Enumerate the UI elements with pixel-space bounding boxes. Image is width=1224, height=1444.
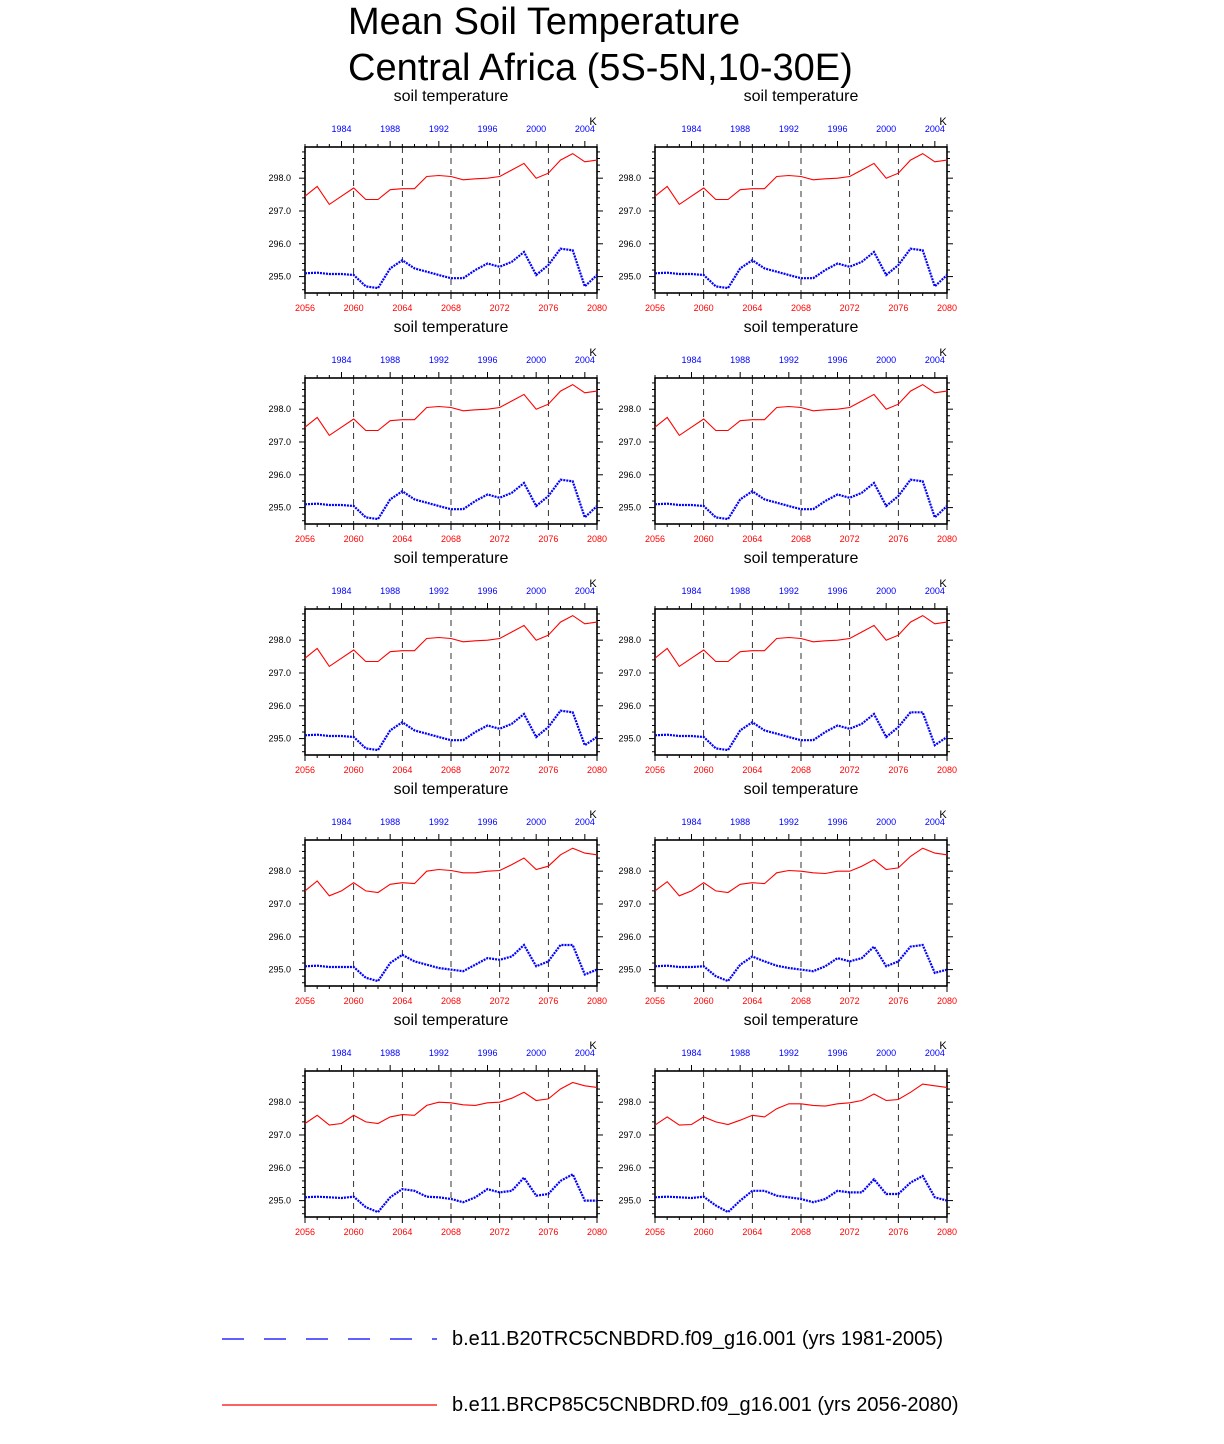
y-tick-label: 298.0 [618, 866, 641, 877]
x-bottom-tick-label: 2068 [440, 303, 462, 313]
y-tick-label: 295.0 [268, 502, 291, 513]
x-top-tick-label: 1996 [827, 817, 848, 827]
y-tick-label: 295.0 [268, 964, 291, 975]
x-bottom-tick-label: 2072 [489, 1227, 510, 1237]
panel-title: soil temperature [393, 319, 509, 336]
figure-title-line2: Central Africa (5S-5N,10-30E) [348, 47, 853, 89]
x-bottom-tick-label: 2080 [936, 1227, 958, 1237]
y-tick-label: 295.0 [618, 1195, 641, 1206]
x-bottom-tick-label: 2068 [440, 765, 462, 775]
x-top-tick-label: 1996 [477, 1048, 498, 1058]
panel-title: soil temperature [393, 1012, 509, 1029]
x-top-tick-label: 2000 [876, 1048, 897, 1058]
y-tick-label: 297.0 [268, 205, 291, 216]
x-bottom-tick-label: 2060 [343, 534, 364, 544]
x-top-tick-label: 2004 [574, 817, 595, 827]
x-bottom-tick-label: 2072 [839, 534, 860, 544]
panel-6 [618, 550, 957, 775]
x-top-tick-label: 1988 [380, 817, 401, 827]
x-bottom-tick-label: 2056 [644, 765, 666, 775]
x-bottom-tick-label: 2076 [888, 303, 909, 313]
x-top-tick-label: 1988 [380, 1048, 401, 1058]
x-top-tick-label: 1996 [827, 1048, 848, 1058]
x-bottom-tick-label: 2064 [742, 534, 763, 544]
x-top-tick-label: 2004 [574, 355, 595, 365]
y-tick-label: 297.0 [618, 1129, 641, 1140]
y-tick-label: 297.0 [268, 436, 291, 447]
x-top-tick-label: 2004 [924, 586, 945, 596]
x-bottom-tick-label: 2056 [644, 1227, 666, 1237]
y-tick-label: 295.0 [268, 271, 291, 282]
x-bottom-tick-label: 2068 [440, 534, 462, 544]
y-tick-label: 298.0 [268, 404, 291, 415]
y-tick-label: 298.0 [618, 1097, 641, 1108]
x-top-tick-label: 1996 [827, 586, 848, 596]
x-top-tick-label: 1984 [681, 124, 702, 134]
y-tick-label: 295.0 [618, 502, 641, 513]
x-top-tick-label: 2000 [876, 355, 897, 365]
y-tick-label: 295.0 [618, 964, 641, 975]
x-top-tick-label: 1984 [331, 1048, 352, 1058]
y-tick-label: 296.0 [618, 469, 641, 480]
x-top-tick-label: 2004 [924, 124, 945, 134]
x-bottom-tick-label: 2076 [888, 1227, 909, 1237]
x-bottom-tick-label: 2080 [936, 534, 958, 544]
panel-title: soil temperature [743, 88, 859, 105]
y-tick-label: 297.0 [268, 898, 291, 909]
y-tick-label: 298.0 [618, 635, 641, 646]
x-bottom-tick-label: 2056 [294, 303, 316, 313]
y-tick-label: 298.0 [268, 866, 291, 877]
y-tick-label: 296.0 [268, 469, 291, 480]
y-tick-label: 296.0 [618, 700, 641, 711]
x-top-tick-label: 1984 [681, 817, 702, 827]
x-top-tick-label: 1996 [477, 355, 498, 365]
x-bottom-tick-label: 2064 [392, 765, 413, 775]
x-bottom-tick-label: 2056 [644, 534, 666, 544]
x-bottom-tick-label: 2064 [392, 534, 413, 544]
x-bottom-tick-label: 2072 [489, 303, 510, 313]
x-top-tick-label: 2000 [526, 1048, 547, 1058]
y-tick-label: 297.0 [268, 1129, 291, 1140]
x-top-tick-label: 1992 [428, 586, 449, 596]
x-bottom-tick-label: 2072 [839, 303, 860, 313]
x-bottom-tick-label: 2068 [440, 996, 462, 1006]
x-top-tick-label: 1984 [681, 355, 702, 365]
y-tick-label: 298.0 [268, 173, 291, 184]
x-top-tick-label: 2000 [876, 586, 897, 596]
x-bottom-tick-label: 2076 [538, 534, 559, 544]
x-bottom-tick-label: 2076 [538, 765, 559, 775]
y-tick-label: 296.0 [268, 700, 291, 711]
x-top-tick-label: 2004 [924, 355, 945, 365]
y-tick-label: 296.0 [618, 1162, 641, 1173]
x-top-tick-label: 1992 [778, 817, 799, 827]
x-top-tick-label: 1996 [477, 817, 498, 827]
x-top-tick-label: 1988 [730, 355, 751, 365]
x-bottom-tick-label: 2068 [790, 534, 812, 544]
x-bottom-tick-label: 2060 [343, 765, 364, 775]
x-top-tick-label: 1984 [681, 1048, 702, 1058]
x-bottom-tick-label: 2060 [693, 303, 714, 313]
x-bottom-tick-label: 2068 [790, 765, 812, 775]
panel-8 [618, 781, 957, 1006]
x-top-tick-label: 2000 [526, 817, 547, 827]
y-tick-label: 298.0 [618, 173, 641, 184]
x-bottom-tick-label: 2072 [839, 1227, 860, 1237]
x-top-tick-label: 1996 [477, 124, 498, 134]
panel-title: soil temperature [743, 550, 859, 567]
panel-1 [268, 88, 607, 313]
x-top-tick-label: 1992 [428, 817, 449, 827]
x-bottom-tick-label: 2064 [392, 1227, 413, 1237]
x-bottom-tick-label: 2060 [343, 996, 364, 1006]
x-top-tick-label: 1996 [827, 355, 848, 365]
x-bottom-tick-label: 2056 [644, 996, 666, 1006]
x-top-tick-label: 1992 [778, 586, 799, 596]
y-tick-label: 295.0 [268, 1195, 291, 1206]
x-bottom-tick-label: 2056 [294, 1227, 316, 1237]
x-bottom-tick-label: 2068 [440, 1227, 462, 1237]
x-top-tick-label: 1992 [428, 355, 449, 365]
units-label: K [589, 578, 597, 590]
units-label: K [939, 578, 947, 590]
x-bottom-tick-label: 2080 [586, 534, 608, 544]
x-bottom-tick-label: 2060 [693, 765, 714, 775]
x-top-tick-label: 1984 [331, 355, 352, 365]
units-label: K [939, 116, 947, 128]
x-top-tick-label: 2000 [526, 586, 547, 596]
panel-title: soil temperature [743, 1012, 859, 1029]
panel-10 [618, 1012, 957, 1237]
x-bottom-tick-label: 2072 [839, 765, 860, 775]
x-top-tick-label: 2000 [526, 355, 547, 365]
units-label: K [589, 1040, 597, 1052]
x-top-tick-label: 1992 [428, 124, 449, 134]
panel-title: soil temperature [393, 88, 509, 105]
y-tick-label: 296.0 [268, 931, 291, 942]
x-bottom-tick-label: 2080 [936, 996, 958, 1006]
y-tick-label: 297.0 [618, 667, 641, 678]
panel-7 [268, 781, 607, 1006]
x-top-tick-label: 1988 [730, 1048, 751, 1058]
x-top-tick-label: 1996 [827, 124, 848, 134]
x-bottom-tick-label: 2080 [586, 996, 608, 1006]
x-top-tick-label: 1984 [331, 817, 352, 827]
y-tick-label: 298.0 [618, 404, 641, 415]
panel-grid [268, 88, 957, 1237]
y-tick-label: 298.0 [268, 1097, 291, 1108]
x-bottom-tick-label: 2080 [586, 765, 608, 775]
panel-5 [268, 550, 607, 775]
legend-label-future: b.e11.BRCP85C5CNBDRD.f09_g16.001 (yrs 2056-2080) [452, 1394, 959, 1416]
panel-title: soil temperature [393, 781, 509, 798]
x-top-tick-label: 1992 [428, 1048, 449, 1058]
units-label: K [589, 116, 597, 128]
y-tick-label: 297.0 [268, 667, 291, 678]
y-tick-label: 297.0 [618, 898, 641, 909]
x-bottom-tick-label: 2064 [742, 765, 763, 775]
y-tick-label: 295.0 [618, 271, 641, 282]
x-bottom-tick-label: 2056 [644, 303, 666, 313]
x-top-tick-label: 1988 [730, 817, 751, 827]
x-top-tick-label: 1984 [331, 586, 352, 596]
panel-title: soil temperature [393, 550, 509, 567]
x-bottom-tick-label: 2068 [790, 303, 812, 313]
y-tick-label: 296.0 [618, 238, 641, 249]
x-top-tick-label: 1992 [778, 355, 799, 365]
x-bottom-tick-label: 2060 [693, 1227, 714, 1237]
x-top-tick-label: 2004 [574, 1048, 595, 1058]
x-bottom-tick-label: 2060 [693, 534, 714, 544]
x-bottom-tick-label: 2072 [489, 534, 510, 544]
x-top-tick-label: 1988 [730, 124, 751, 134]
y-tick-label: 298.0 [268, 635, 291, 646]
x-top-tick-label: 1988 [380, 586, 401, 596]
x-top-tick-label: 2004 [574, 124, 595, 134]
x-top-tick-label: 1988 [730, 586, 751, 596]
y-tick-label: 296.0 [618, 931, 641, 942]
x-top-tick-label: 1992 [778, 1048, 799, 1058]
x-bottom-tick-label: 2068 [790, 996, 812, 1006]
x-bottom-tick-label: 2064 [742, 996, 763, 1006]
x-top-tick-label: 2004 [924, 817, 945, 827]
units-label: K [589, 809, 597, 821]
y-tick-label: 295.0 [618, 733, 641, 744]
x-bottom-tick-label: 2056 [294, 996, 316, 1006]
y-tick-label: 296.0 [268, 1162, 291, 1173]
units-label: K [589, 347, 597, 359]
x-bottom-tick-label: 2072 [839, 996, 860, 1006]
x-top-tick-label: 1996 [477, 586, 498, 596]
x-bottom-tick-label: 2080 [586, 303, 608, 313]
units-label: K [939, 347, 947, 359]
x-bottom-tick-label: 2064 [742, 1227, 763, 1237]
figure-title-line1: Mean Soil Temperature [348, 1, 741, 43]
x-bottom-tick-label: 2076 [888, 765, 909, 775]
panel-4 [618, 319, 957, 544]
x-bottom-tick-label: 2064 [742, 303, 763, 313]
x-top-tick-label: 1988 [380, 124, 401, 134]
x-bottom-tick-label: 2060 [343, 1227, 364, 1237]
panel-9 [268, 1012, 607, 1237]
x-bottom-tick-label: 2080 [936, 765, 958, 775]
x-bottom-tick-label: 2076 [888, 534, 909, 544]
y-tick-label: 297.0 [618, 436, 641, 447]
x-bottom-tick-label: 2076 [888, 996, 909, 1006]
legend-label-historical: b.e11.B20TRC5CNBDRD.f09_g16.001 (yrs 1981-2005) [452, 1328, 944, 1350]
x-top-tick-label: 2004 [924, 1048, 945, 1058]
x-bottom-tick-label: 2072 [489, 996, 510, 1006]
panel-title: soil temperature [743, 781, 859, 798]
x-top-tick-label: 1984 [331, 124, 352, 134]
panel-title: soil temperature [743, 319, 859, 336]
x-top-tick-label: 2000 [876, 124, 897, 134]
x-bottom-tick-label: 2076 [538, 1227, 559, 1237]
x-bottom-tick-label: 2076 [538, 996, 559, 1006]
x-top-tick-label: 2000 [526, 124, 547, 134]
units-label: K [939, 1040, 947, 1052]
x-bottom-tick-label: 2080 [586, 1227, 608, 1237]
x-bottom-tick-label: 2060 [343, 303, 364, 313]
units-label: K [939, 809, 947, 821]
panel-3 [268, 319, 607, 544]
y-tick-label: 297.0 [618, 205, 641, 216]
x-bottom-tick-label: 2064 [392, 303, 413, 313]
panel-2 [618, 88, 957, 313]
x-bottom-tick-label: 2072 [489, 765, 510, 775]
x-bottom-tick-label: 2060 [693, 996, 714, 1006]
x-bottom-tick-label: 2076 [538, 303, 559, 313]
legend [222, 1328, 959, 1416]
x-top-tick-label: 2004 [574, 586, 595, 596]
x-bottom-tick-label: 2056 [294, 534, 316, 544]
y-tick-label: 295.0 [268, 733, 291, 744]
x-bottom-tick-label: 2080 [936, 303, 958, 313]
x-bottom-tick-label: 2068 [790, 1227, 812, 1237]
y-tick-label: 296.0 [268, 238, 291, 249]
x-top-tick-label: 1984 [681, 586, 702, 596]
x-bottom-tick-label: 2056 [294, 765, 316, 775]
x-top-tick-label: 2000 [876, 817, 897, 827]
x-bottom-tick-label: 2064 [392, 996, 413, 1006]
x-top-tick-label: 1992 [778, 124, 799, 134]
x-top-tick-label: 1988 [380, 355, 401, 365]
